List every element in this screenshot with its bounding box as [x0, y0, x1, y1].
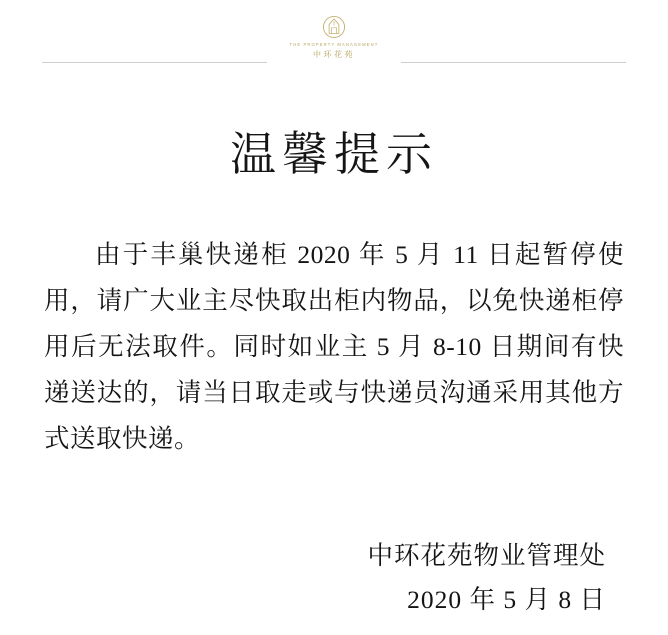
signature-block	[0, 534, 606, 622]
notice-body	[44, 232, 624, 462]
notice-paragraph: 由于丰巢快递柜 2020 年 5 月 11 日起暂停使用，请广大业主尽快取出柜内物品，以免快递柜停用后无法取件。同时如业主 5 月 8-10 日期间有快递送达的，请当日取走或与快递员沟通采用其他方式送取快递。	[44, 240, 624, 453]
signer-name: 中环花苑物业管理处	[367, 541, 606, 570]
company-logo	[274, 14, 394, 59]
page-title: 温馨提示	[230, 129, 438, 180]
logo-chinese-text: 中环花苑	[313, 50, 355, 60]
logo-english-text: THE PROPERTY MANAGEMENT	[289, 42, 379, 47]
document-header	[0, 0, 668, 70]
signature-date: 2020 年 5 月 8 日	[407, 585, 606, 614]
header-rule-right	[401, 62, 626, 63]
header-rule-left	[42, 62, 267, 63]
crest-icon	[321, 14, 347, 40]
